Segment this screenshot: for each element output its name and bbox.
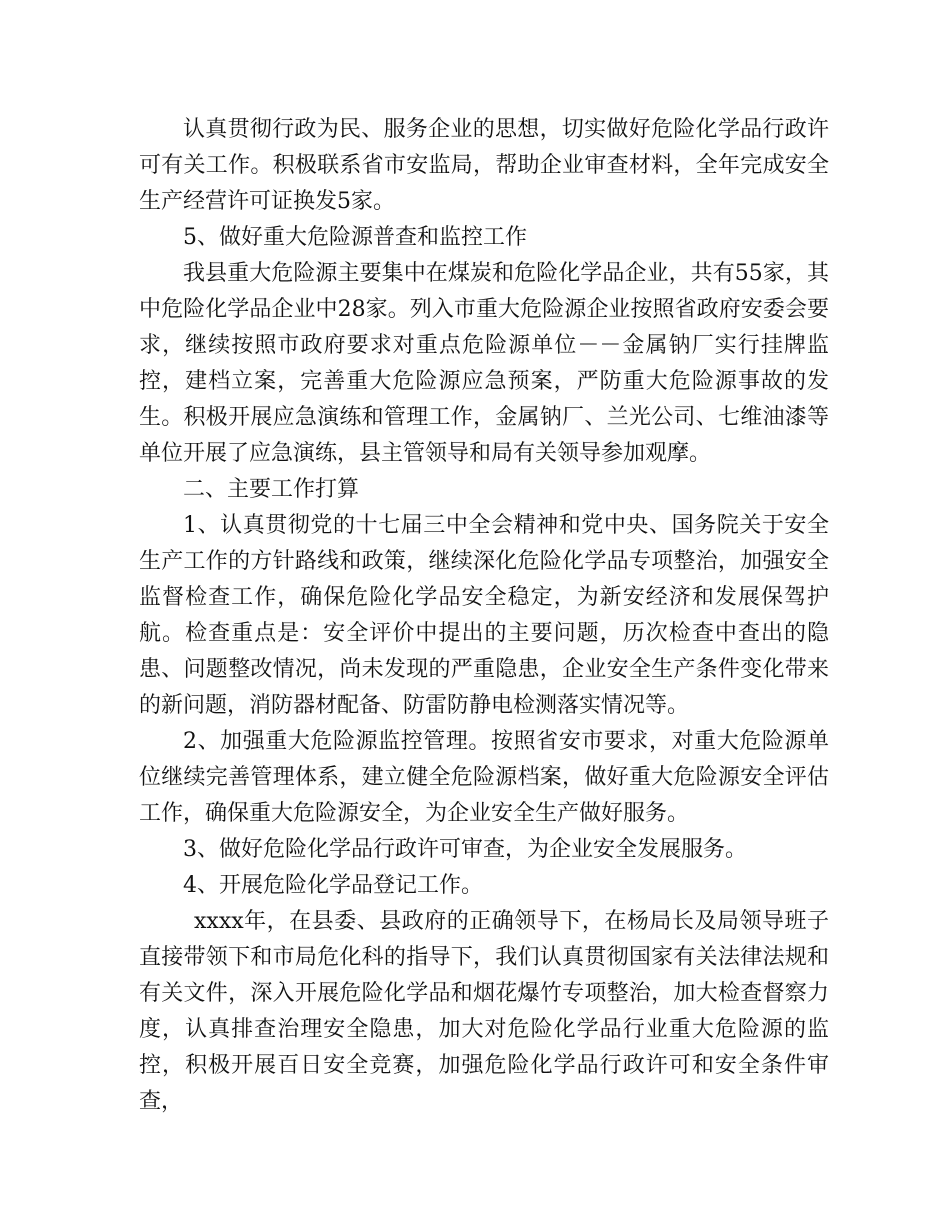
paragraph-year-summary: xxxx年，在县委、县政府的正确领导下，在杨局长及局领导班子直接带领下和市局危化科的指导下，我们认真贯彻国家有关法律法规和有关文件，深入开展危险化学品和烟花爆竹专项整治，加大检查督察力度，认真排查治理安全隐患，加大对危险化学品行业重大危险源的监控，积极开展百日安全竞赛，加强危险化学品行政许可和安全条件审查， xyxy=(139,909,829,1114)
paragraph-licensing: 认真贯彻行政为民、服务企业的思想，切实做好危险化学品行政许可有关工作。积极联系省市安监局，帮助企业审查材料，全年完成安全生产经营许可证换发5家。 xyxy=(139,117,829,214)
paragraph-hazard-sources: 我县重大危险源主要集中在煤炭和危险化学品企业，共有55家，其中危险化学品企业中28家。列入市重大危险源企业按照省政府安委会要求，继续按照市政府要求对重点危险源单位－－金属钠厂实行挂牌监控，建档立案，完善重大危险源应急预案，严防重大危险源事故的发生。积极开展应急演练和管理工作，金属钠厂、兰光公司、七维油漆等单位开展了应急演练，县主管领导和局有关领导参加观摩。 xyxy=(139,261,829,466)
document-body xyxy=(139,112,829,1120)
paragraph-plan-item-1: 1、认真贯彻党的十七届三中全会精神和党中央、国务院关于安全生产工作的方针路线和政策，继续深化危险化学品专项整治，加强安全监督检查工作，确保危险化学品安全稳定，为新安经济和发展保驾护航。检查重点是：安全评价中提出的主要问题，历次检查中查出的隐患、问题整改情况，尚未发现的严重隐患，企业安全生产条件变化带来的新问题，消防器材配备、防雷防静电检测落实情况等。 xyxy=(139,513,829,718)
paragraph-plan-item-2: 2、加强重大危险源监控管理。按照省安市要求，对重大危险源单位继续完善管理体系，建立健全危险源档案，做好重大危险源安全评估工作，确保重大危险源安全，为企业安全生产做好服务。 xyxy=(139,729,829,826)
section-heading-hazard-survey: 5、做好重大危险源普查和监控工作 xyxy=(183,225,527,250)
paragraph-plan-item-3: 3、做好危险化学品行政许可审查，为企业安全发展服务。 xyxy=(183,837,747,862)
paragraph-plan-item-4: 4、开展危险化学品登记工作。 xyxy=(183,873,483,898)
section-heading-work-plan: 二、主要工作打算 xyxy=(183,477,360,502)
